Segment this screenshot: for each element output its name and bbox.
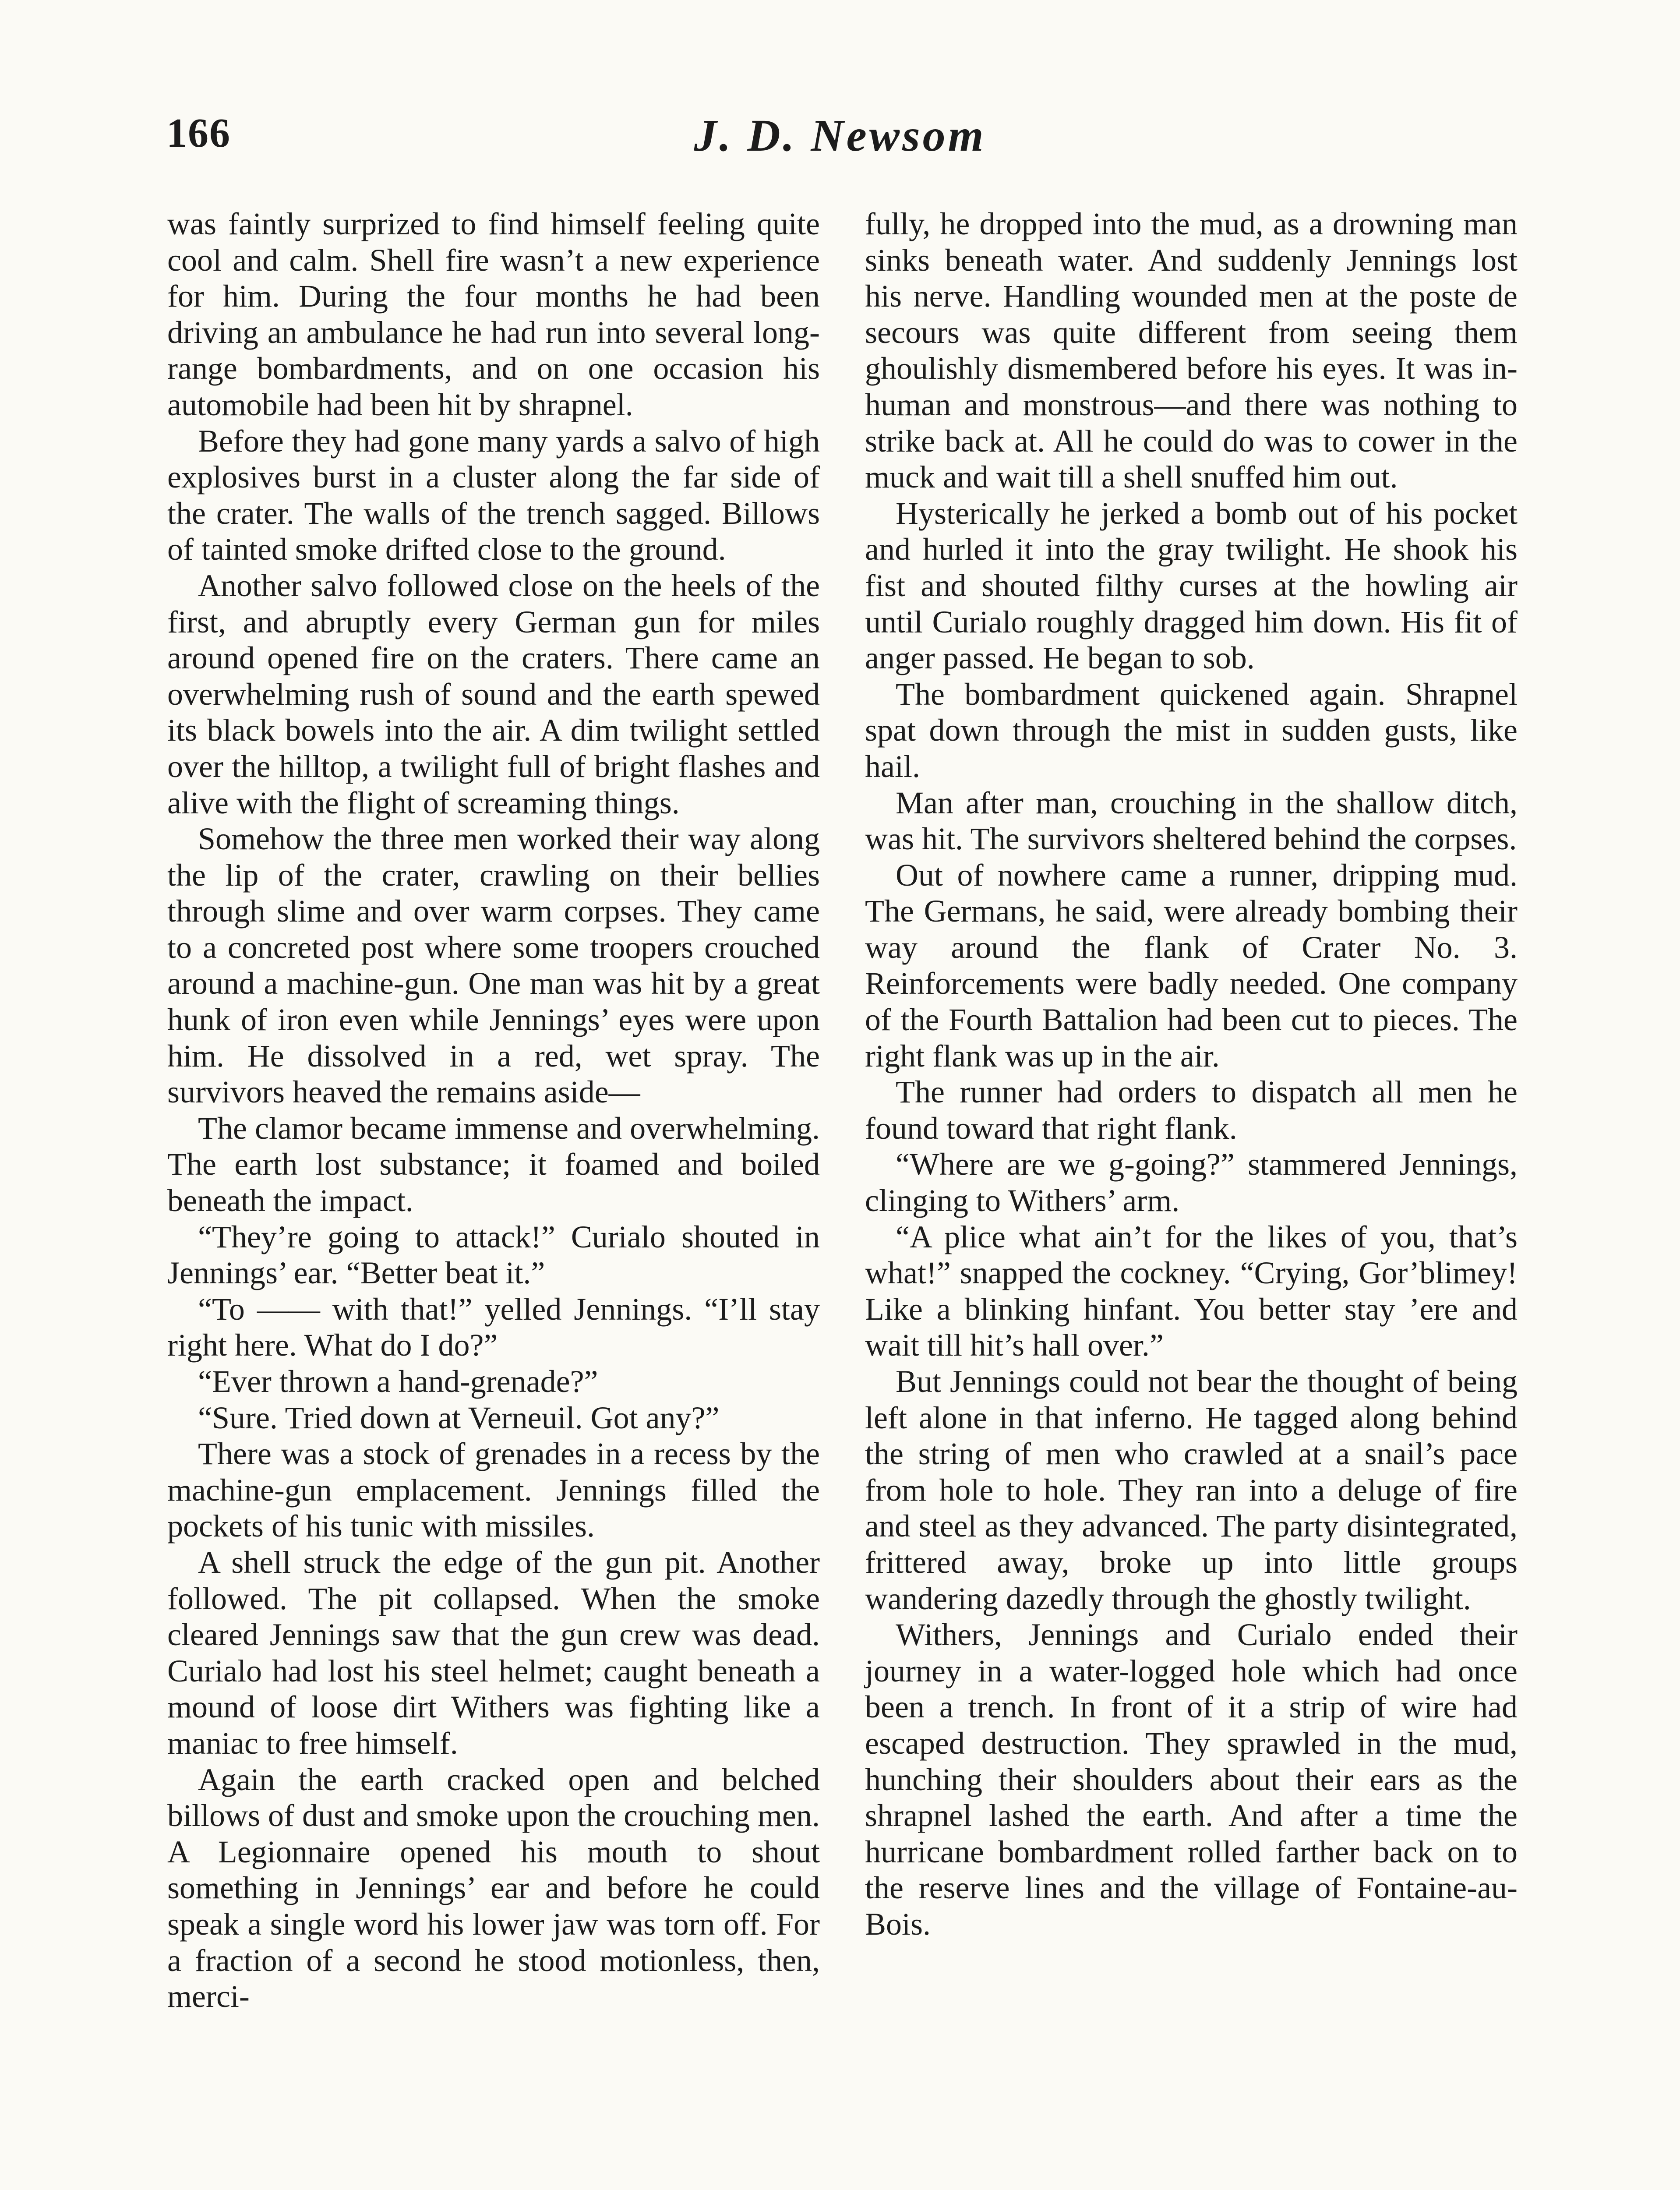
paragraph: Man after man, crouching in the shallow ditch, was hit. The survivors sheltered behind the corpses. <box>865 785 1518 857</box>
left-text-column <box>167 206 820 2015</box>
paragraph: Before they had gone many yards a salvo of high explosives burst in a cluster along the far side of the crater. The walls of the trench sagged. Billows of tainted smoke drifted close to the ground. <box>167 423 820 567</box>
paragraph: “A plice what ain’t for the likes of you, that’s what!” snapped the cockney. “Crying, Gor’blimey! Like a blinking hinfant. You better stay ’ere and wait till hit’s hall over.” <box>865 1219 1518 1363</box>
paragraph: The runner had orders to dispatch all men he found toward that right flank. <box>865 1074 1518 1146</box>
paragraph: The bombardment quickened again. Shrapnel spat down through the mist in sudden gusts, like hail. <box>865 676 1518 784</box>
running-head-author: J. D. Newsom <box>694 110 986 161</box>
paragraph: The clamor became immense and overwhelming. The earth lost substance; it foamed and boiled beneath the impact. <box>167 1110 820 1219</box>
paragraph: “Ever thrown a hand-grenade?” <box>198 1364 598 1399</box>
right-text-column <box>865 206 1518 1943</box>
paragraph: Hysterically he jerked a bomb out of his pocket and hurled it into the gray twilight. He shook his fist and shouted filthy curses at the howling air until Curialo roughly dragged him down. His fit of anger passed. He began to sob. <box>865 495 1518 676</box>
paragraph: Another salvo followed close on the heels of the first, and abruptly every German gun for miles around opened fire on the craters. There came an overwhelming rush of sound and the earth spewed its black bowels into the air. A dim twilight settled over the hilltop, a twilight full of bright flashes and alive with the flight of screaming things. <box>167 568 820 820</box>
page-header <box>166 110 1514 171</box>
paragraph: “Sure. Tried down at Verneuil. Got any?” <box>198 1400 720 1435</box>
paragraph: was faintly surprized to find himself feeling quite cool and calm. Shell fire wasn’t a new experience for him. During the four months he had been driving an ambulance he had run into several long-range bombardments, and on one occasion his automobile had been hit by shrapnel. <box>167 206 820 422</box>
paragraph: Again the earth cracked open and belched billows of dust and smoke upon the crouching men. A Legionnaire opened his mouth to shout something in Jennings’ ear and before he could speak a single word his lower jaw was torn off. For a fraction of a second he stood motionless, then, merci- <box>167 1762 820 2014</box>
page-number: 166 <box>166 110 231 156</box>
paragraph: “They’re going to attack!” Curialo shouted in Jennings’ ear. “Better beat it.” <box>167 1219 820 1291</box>
paragraph: A shell struck the edge of the gun pit. Another followed. The pit collapsed. When the smoke cleared Jennings saw that the gun crew was dead. Curialo had lost his steel helmet; caught beneath a mound of loose dirt Withers was fighting like a maniac to free himself. <box>167 1544 820 1761</box>
paragraph: “Where are we g-going?” stammered Jennings, clinging to Withers’ arm. <box>865 1147 1518 1219</box>
paragraph: There was a stock of grenades in a recess by the machine-gun emplacement. Jennings filled the pockets of his tunic with missiles. <box>167 1436 820 1544</box>
paragraph: Withers, Jennings and Curialo ended their journey in a water-logged hole which had once been a trench. In front of it a strip of wire had escaped destruction. They sprawled in the mud, hunching their shoulders about their ears as the shrapnel lashed the earth. And after a time the hurricane bombardment rolled farther back on to the reserve lines and the village of Fontaine-au-Bois. <box>865 1617 1518 1942</box>
paragraph: But Jennings could not bear the thought of being left alone in that inferno. He tagged along behind the string of men who crawled at a snail’s pace from hole to hole. They ran into a deluge of fire and steel as they advanced. The party disintegrated, frittered away, broke up into little groups wandering dazedly through the ghostly twilight. <box>865 1364 1518 1616</box>
paragraph: Out of nowhere came a runner, dripping mud. The Germans, he said, were already bombing their way around the flank of Crater No. 3. Reinforcements were badly needed. One company of the Fourth Battalion had been cut to pieces. The right flank was up in the air. <box>865 857 1518 1074</box>
paragraph: “To —— with that!” yelled Jennings. “I’ll stay right here. What do I do?” <box>167 1291 820 1363</box>
paragraph: fully, he dropped into the mud, as a drowning man sinks beneath water. And suddenly Jennings lost his nerve. Handling wounded men at the poste de secours was quite different from seeing them ghoulishly dismembered before his eyes. It was inhuman and monstrous—and there was nothing to strike back at. All he could do was to cower in the muck and wait till a shell snuffed him out. <box>865 206 1518 495</box>
paragraph: Somehow the three men worked their way along the lip of the crater, crawling on their bellies through slime and over warm corpses. They came to a concreted post where some troopers crouched around a machine-gun. One man was hit by a great hunk of iron even while Jennings’ eyes were upon him. He dissolved in a red, wet spray. The survivors heaved the remains aside— <box>167 821 820 1110</box>
